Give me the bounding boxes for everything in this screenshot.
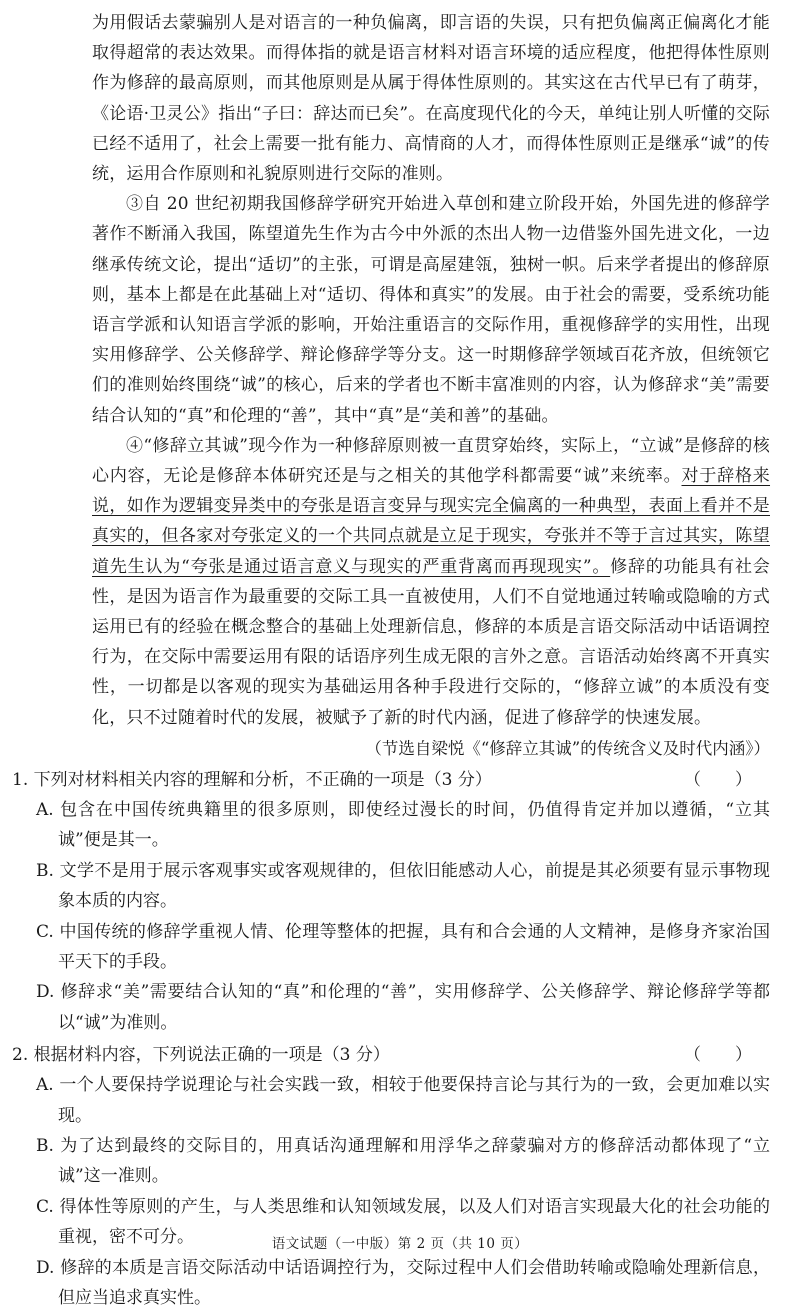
question-2-option-b: B. 为了达到最终的交际目的，用真话沟通理解和用浮华之辞蒙骗对方的修辞活动都体现了“立诚”这一准则。: [36, 1135, 770, 1187]
passage-paragraph-3: ③自 20 世纪初期我国修辞学研究开始进入草创和建立阶段开始，外国先进的修辞学著作不断涌入我国，陈望道先生作为古今中外派的杰出人物一边借鉴外国先进文化，一边继承传统文论，提出“适切”的主张，可谓是高屋建瓴，独树一帜。后来学者提出的修辞原则，基本上都是在此基础上对“适切、得体和真实”的发展。由于社会的需要，受系统功能语言学派和认知语言学派的影响，开始注重语言的交际作用，重视修辞学的实用性，出现实用修辞学、公关修辞学、辩论修辞学等分支。这一时期修辞学领域百花齐放，但统领它们的准则始终围绕“诚”的核心，后来的学者也不断丰富准则的内容，认为修辞求“美”需要结合认知的“真”和伦理的“善”，其中“真”是“美和善”的基础。: [92, 194, 770, 426]
passage-paragraph-2: 为用假话去蒙骗别人是对语言的一种负偏离，即言语的失误，只有把负偏离正偏离化才能取得超常的表达效果。而得体指的就是语言材料对语言环境的适应程度，他把得体性原则作为修辞的最高原则，而其他原则是从属于得体性原则的。其实这在古代早已有了萌芽，《论语·卫灵公》指出“子曰：辞达而已矣”。在高度现代化的今天，单纯让别人听懂的交际已经不适用了，社会上需要一批有能力、高情商的人才，而得体性原则正是继承“诚”的传统，运用合作原则和礼貌原则进行交际的准则。: [92, 13, 770, 185]
question-1-option-a: A. 包含在中国传统典籍里的很多原则，即使经过漫长的时间，仍值得肯定并加以遵循，“立其诚”便是其一。: [36, 799, 770, 851]
question-1-answer-blank: （ ）: [684, 769, 752, 790]
question-1-option-c: C. 中国传统的修辞学重视人情、伦理等整体的把握，具有和合会通的人文精神，是修身齐家治国平天下的手段。: [36, 921, 770, 972]
question-1-stem: [12, 765, 770, 795]
passage-paragraph-4: [92, 431, 770, 733]
question-2-option-d: D. 修辞的本质是言语交际活动中话语调控行为，交际过程中人们会借助转喻或隐喻处理新信息，但应当追求真实性。: [36, 1257, 770, 1308]
paragraph-4-intro: ④“修辞立其诚”现今作为一种修辞原则被一直贯穿始终，实际上，“立诚”是修辞的核心内容，无论是修辞本体研究还是与之相关的其他学科都需要“诚”来统率。: [92, 435, 770, 487]
question-1-option-b: B. 文学不是用于展示客观事实或客观规律的，但依旧能感动人心，前提是其必须要有显示事物现象本质的内容。: [36, 860, 770, 912]
question-2-stem: [12, 1040, 770, 1070]
question-2-text: 2. 根据材料内容，下列说法正确的一项是（3 分）: [12, 1045, 390, 1066]
question-1-option-d: D. 修辞求“美”需要结合认知的“真”和伦理的“善”，实用修辞学、公关修辞学、辩论修辞学等都以“诚”为准则。: [36, 982, 770, 1033]
question-2-answer-blank: （ ）: [684, 1045, 752, 1066]
question-1-text: 1. 下列对材料相关内容的理解和分析，不正确的一项是（3 分）: [12, 769, 492, 790]
page-footer: 语文试题（一中版）第 2 页（共 10 页）: [271, 1236, 529, 1252]
underlined-sentence: 对于辞格来说，如作为逻辑变异类中的夸张是语言变异与现实完全偏离的一种典型，表面上看并不是真实的，但各家对夸张定义的一个共同点就是立足于现实，夸张并不等于言过其实，陈望道先生认为“夸张是通过语言意义与现实的严重背离而再现现实”。: [92, 466, 771, 577]
question-2-option-a: A. 一个人要保持学说理论与社会实践一致，相较于他要保持言论与其行为的一致，会更加难以实现。: [36, 1075, 770, 1126]
paragraph-4-rest: 修辞的功能具有社会性，是因为语言作为最重要的交际工具一直被使用，人们不自觉地通过转喻或隐喻的方式运用已有的经验在概念整合的基础上处理新信息，修辞的本质是言语交际活动中话语调控行为，在交际中需要运用有限的话语序列生成无限的言外之意。言语活动始终离不开真实性，一切都是以客观的现实为基础运用各种手段进行交际的，“修辞立诚”的本质没有变化，只不过随着时代的发展，被赋予了新的时代内涵，促进了修辞学的快速发展。: [92, 556, 770, 728]
question-2-option-c: C. 得体性等原则的产生，与人类思维和认知领域发展，以及人们对语言实现最大化的社会功能的重视，密不可分。: [36, 1196, 770, 1248]
source-citation: （节选自梁悦《“修辞立其诚”的传统含义及时代内涵》）: [365, 738, 770, 758]
